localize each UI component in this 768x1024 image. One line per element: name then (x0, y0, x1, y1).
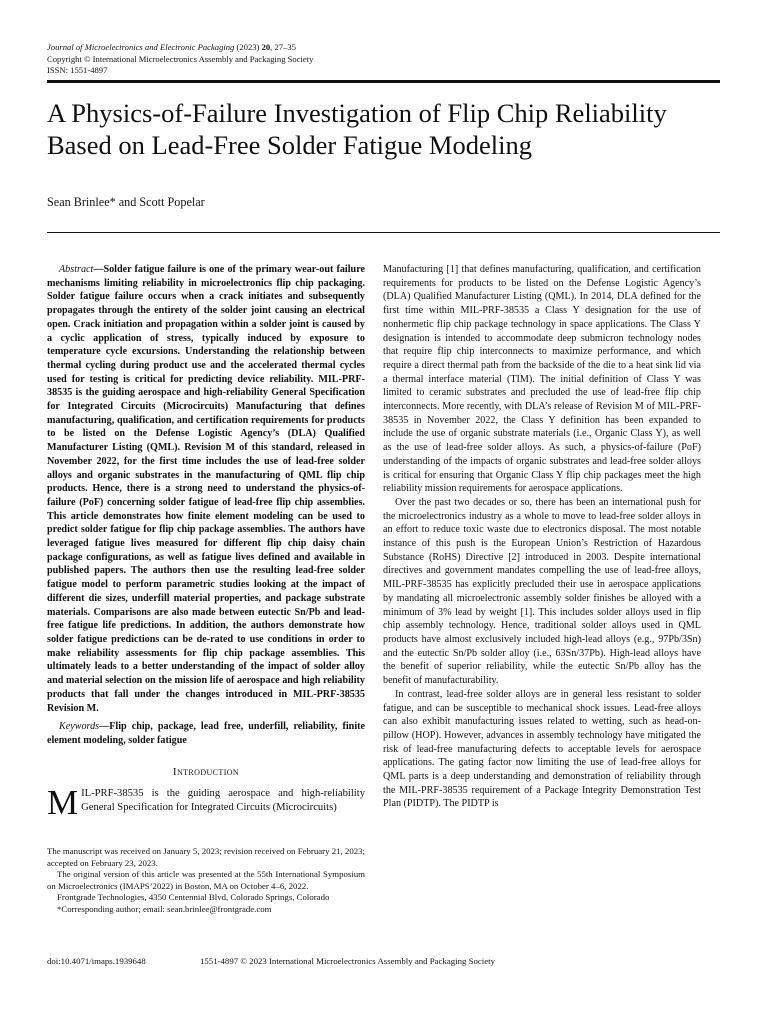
introduction-heading (47, 766, 365, 780)
footnote-received: The manuscript was received on January 5, 2023; revision received on February 21, 2023; accepted on February 23, 2023. (47, 846, 365, 868)
dropcap-letter: M (47, 783, 79, 823)
introduction-heading-text: Introduction (172, 765, 240, 778)
journal-citation (47, 42, 313, 54)
footnotes (47, 846, 365, 916)
abstract-lead: Abstract (59, 264, 94, 275)
keywords-text: —Flip chip, package, lead free, underfill, reliability, finite element modeling, solder fatigue (47, 721, 365, 746)
journal-issn: ISSN: 1551-4897 (47, 65, 108, 76)
header-rule (47, 80, 720, 83)
abstract-text: —Solder fatigue failure is one of the primary wear-out failure mechanisms limiting reliability in microelectronics flip chip packaging. Solder fatigue failure occurs when a crack initiates and subsequently propagates through the entirety of the solder joint causing an electrical open. Crack initiation and propagation within a solder joint is caused by a cyclic application of stress, typically induced by exposure to temperature cycle excursions. Understanding the relationship between thermal cycling during product use and the accelerated thermal cycles used for testing is critical for predicting device reliability. MIL-PRF-38535 is the guiding aerospace and high-reliability General Specification for Integrated Circuits (Microcircuits) Manufacturing that defines manufacturing, qualification, and certification requirements for products to be listed on the Defense Logistic Agency’s (DLA) Qualified Manufacturer Listing (QML). Revision M of this standard, released in November 2022, for the first time includes the use of lead-free solder alloys and organic substrates in the manufacturing of QML flip chip products. Hence, there is a strong need to understand the physics-of-failure (PoF) concerning solder fatigue of lead-free flip chip assemblies. This article demonstrates how finite element modeling can be used to predict solder fatigue for flip chip package assemblies. The authors have leveraged fatigue lives measured for different flip chip daisy chain package configurations, as well as fatigue lives defined and available in published papers. The authors then use the resulting lead-free solder fatigue model to perform parametric studies looking at the impact of different die sizes, underfill material properties, and package substrate materials. Comparisons are also made between eutectic Sn/Pb and lead-free fatigue life predictions. In addition, the authors demonstrate how solder fatigue predictions can be de-rated to use conditions in order to make reliability assessments for flip chip package assemblies. This ultimately leads to a better understanding of the impact of solder alloy and material selection on the mission life of aerospace and high reliability products that fall under the changes introduced in MIL-PRF-38535 Revision M. (47, 264, 365, 714)
journal-year: (2023) (234, 42, 262, 52)
footnote-affiliation: Frontgrade Technologies, 4350 Centennial Blvd, Colorado Springs, Colorado (57, 892, 330, 903)
footnote-original-version: The original version of this article was presented at the 55th International Symposium on Microelectronics (IMAPS’2022) in Boston, MA on October 4–6, 2022. (47, 869, 365, 891)
right-column (383, 263, 701, 811)
journal-header (47, 42, 313, 77)
left-column (47, 263, 365, 823)
journal-copyright: Copyright © International Microelectronics Assembly and Packaging Society (47, 53, 314, 64)
paper-title: A Physics-of-Failure Investigation of Flip Chip Reliability Based on Lead-Free Solder Fatigue Modeling (47, 98, 667, 160)
introduction-text: IL-PRF-38535 is the guiding aerospace and high-reliability General Specification for Integrated Circuits (Microcircuits) (81, 788, 365, 814)
right-paragraph-2: Over the past two decades or so, there has been an international push for the microelectronics industry as a whole to move to lead-free solder alloys in an effort to reduce toxic waste due to electronics disposal. The most notable instance of this push is the European Union’s Restriction of Hazardous Substance (RoHS) Directive [2] introduced in 2003. Despite international directives and government mandates compelling the use of lead-free alloys, MIL-PRF-38535 has explicitly precluded their use in aerospace applications by mandating all microelectronic assembly solder finishes be alloyed with a minimum of 3% lead by weight [1]. This includes solder alloys used in flip chip assembly technology. Hence, traditional solder alloys used in QML products have almost exclusively included high-lead alloys (e.g., 97Pb/3Sn) and the eutectic Sn/Pb solder alloy (i.e., 63Sn/37Pb). High-lead alloys have the benefit of superior reliability, while the eutectic Sn/Pb alloy has the benefit of manufacturability. (383, 496, 701, 687)
right-paragraph-3: In contrast, lead-free solder alloys are in general less resistant to solder fatigue, and can be susceptible to mechanical shock issues. Lead-free alloys can also exhibit manufacturing issues related to wetting, such as head-on-pillow (HOP). However, advances in assembly technology have mitigated the risk of lead-free manufacturing defects to acceptable levels for aerospace applications. The gating factor now limiting the use of lead-free alloys for QML parts is a deep understanding and demonstration of reliability through the MIL-PRF-38535 requirement of a Package Integrity Demonstration Test Plan (PIDTP). The PIDTP is (383, 688, 701, 810)
paper-authors: Sean Brinlee* and Scott Popelar (47, 195, 205, 209)
journal-pages: , 27–35 (270, 42, 296, 52)
author-rule (47, 232, 720, 233)
footnote-corresponding-author: *Corresponding author; email: sean.brinlee@frontgrade.com (57, 903, 272, 914)
footer-doi[interactable]: doi:10.4071/imaps.1939648 (47, 956, 146, 966)
journal-title: Journal of Microelectronics and Electronic Packaging (47, 42, 235, 52)
keywords-lead: Keywords (59, 721, 100, 733)
right-paragraph-1: Manufacturing [1] that defines manufacturing, qualification, and certification requirements for products to be listed on the Defense Logistic Agency’s (DLA) Qualified Manufacturer Listing (QML). In 2014, DLA defined for the first time within MIL-PRF-38535 a Class Y designation for the use of nonhermetic flip chip package technology in space applications. The Class Y designation is intended to accommodate deep submicron technology nodes that require flip chip interconnects to maximize performance, and which require a direct thermal path from the backside of the die to a heat sink lid via a thermal interface material (TIM). The initial definition of Class Y was limited to ceramic substrates and precluded the use of lead-free flip chip interconnects. More recently, with DLA’s release of Revision M of MIL-PRF-38535 in November 2022, the Class Y definition has been expanded to include the use of organic substrate materials (i.e., Organic Class Y), as well as the use of lead-free solder alloys. As such, a physics-of-failure (PoF) understanding of the impacts of organic substrates and lead-free solder alloys is critical for ensuring that Organic Class Y flip chip packages meet the high reliability mission requirements for aerospace applications. (383, 264, 701, 495)
keywords (47, 720, 365, 747)
journal-volume: 20 (261, 42, 271, 52)
footer-copyright: 1551-4897 © 2023 International Microelectronics Assembly and Packaging Society (200, 956, 495, 966)
introduction-paragraph (47, 783, 365, 823)
abstract (47, 263, 365, 715)
